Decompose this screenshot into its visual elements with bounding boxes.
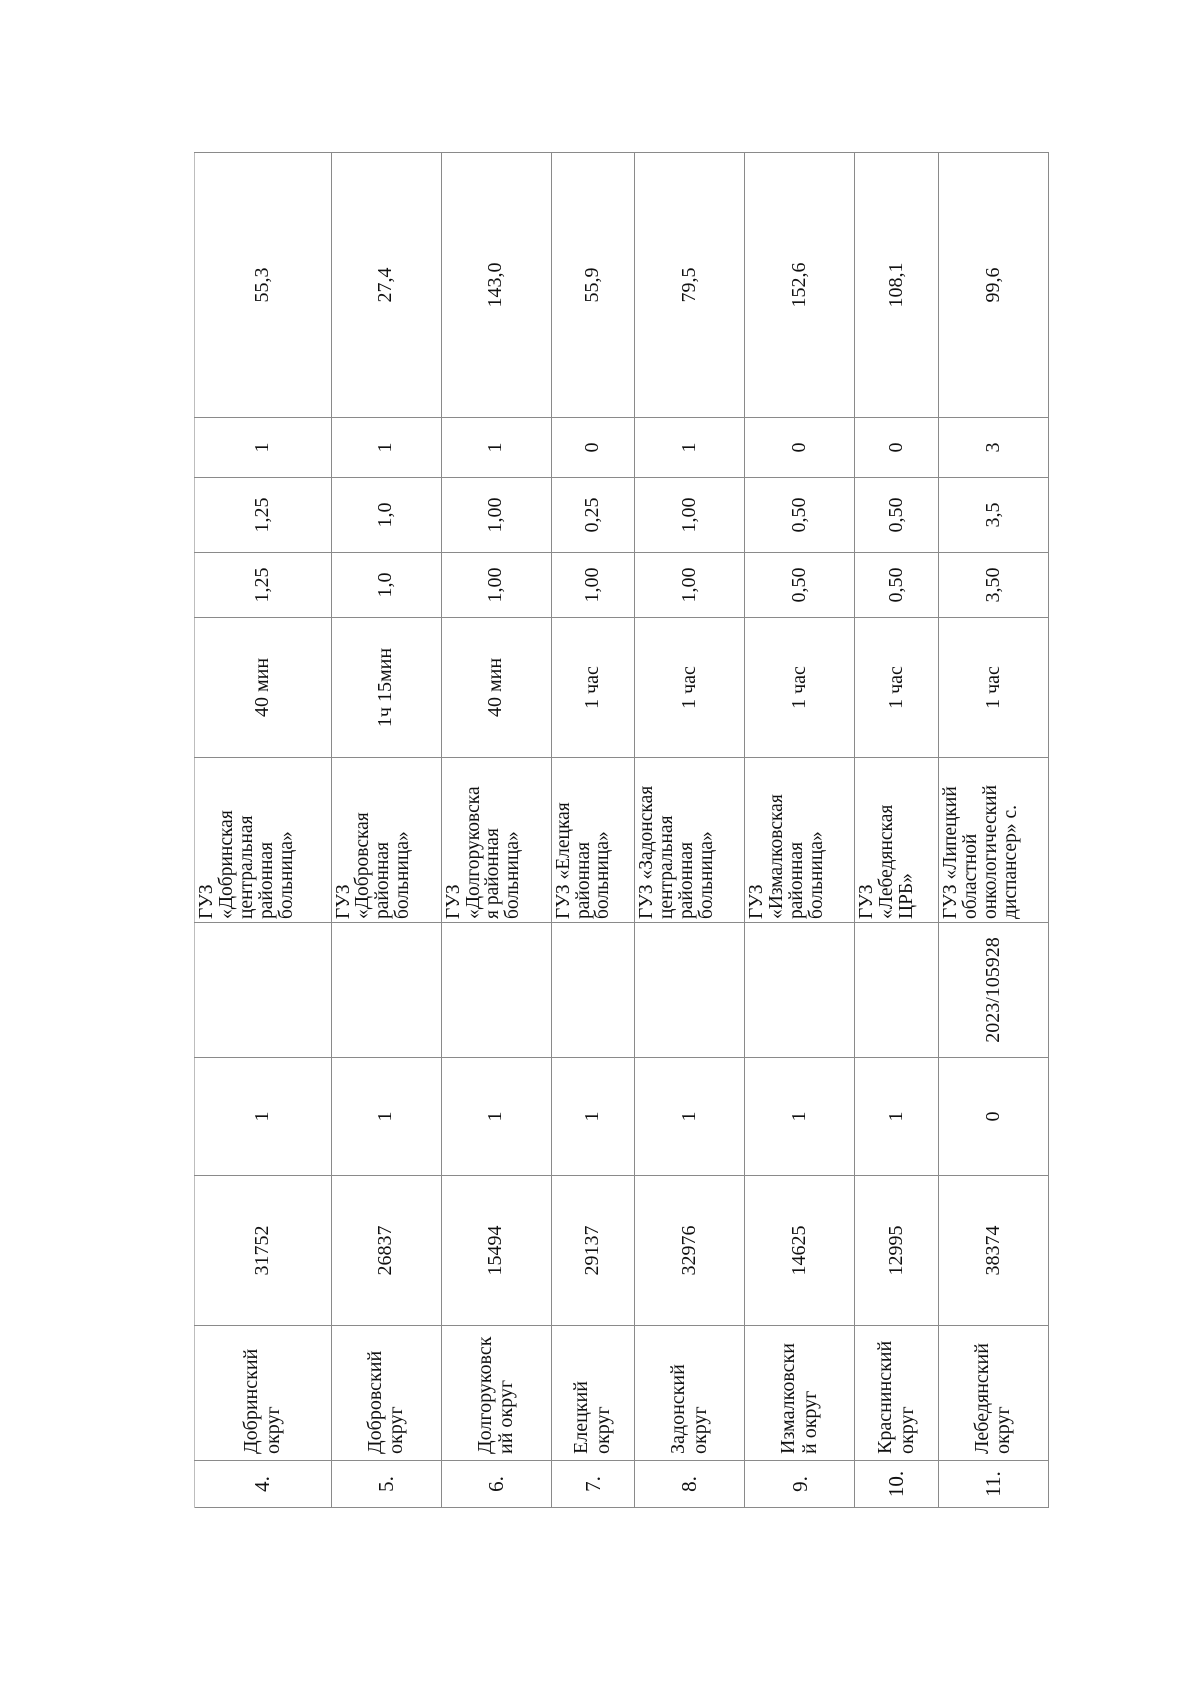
table-row	[331, 153, 441, 1508]
registration-code: 2023/105928	[938, 923, 1048, 1058]
row-number: 5.	[331, 1461, 441, 1508]
row-number: 8.	[635, 1461, 745, 1508]
value-c: 0	[551, 418, 635, 478]
population: 15494	[441, 1176, 551, 1326]
value-c: 1	[195, 418, 332, 478]
flag-value: 1	[745, 1058, 855, 1176]
table-row	[551, 153, 635, 1508]
registration-code	[745, 923, 855, 1058]
value-b: 0,50	[745, 478, 855, 553]
registration-code	[551, 923, 635, 1058]
table-row	[938, 153, 1048, 1508]
row-number: 10.	[855, 1461, 939, 1508]
row-number: 4.	[195, 1461, 332, 1508]
district-name: Задонский округ	[635, 1326, 745, 1461]
hospital-name: ГУЗ «Добровская районная больница»	[331, 758, 441, 923]
value-b: 1,25	[195, 478, 332, 553]
population: 12995	[855, 1176, 939, 1326]
flag-value: 1	[331, 1058, 441, 1176]
value-d: 55,9	[551, 153, 635, 418]
flag-value: 0	[938, 1058, 1048, 1176]
value-d: 108,1	[855, 153, 939, 418]
travel-time: 1 час	[551, 618, 635, 758]
value-a: 0,50	[855, 553, 939, 618]
value-b: 0,50	[855, 478, 939, 553]
hospital-name: ГУЗ «Елецкая районная больница»	[551, 758, 635, 923]
district-name: Измалковски й округ	[745, 1326, 855, 1461]
value-a: 3,50	[938, 553, 1048, 618]
district-name: Добринский округ	[195, 1326, 332, 1461]
row-number: 11.	[938, 1461, 1048, 1508]
travel-time: 40 мин	[195, 618, 332, 758]
hospital-name: ГУЗ «Измалковская районная больница»	[745, 758, 855, 923]
flag-value: 1	[195, 1058, 332, 1176]
value-c: 3	[938, 418, 1048, 478]
value-d: 152,6	[745, 153, 855, 418]
population: 29137	[551, 1176, 635, 1326]
registration-code	[331, 923, 441, 1058]
value-d: 79,5	[635, 153, 745, 418]
table-row	[195, 153, 332, 1508]
row-number: 7.	[551, 1461, 635, 1508]
registration-code	[441, 923, 551, 1058]
hospital-name: ГУЗ «Задонская центральная районная больница»	[635, 758, 745, 923]
value-a: 1,0	[331, 553, 441, 618]
value-a: 1,00	[551, 553, 635, 618]
value-c: 1	[635, 418, 745, 478]
value-b: 1,0	[331, 478, 441, 553]
value-c: 1	[331, 418, 441, 478]
row-number: 6.	[441, 1461, 551, 1508]
registration-code	[855, 923, 939, 1058]
value-d: 55,3	[195, 153, 332, 418]
row-number: 9.	[745, 1461, 855, 1508]
value-a: 0,50	[745, 553, 855, 618]
value-b: 3,5	[938, 478, 1048, 553]
value-d: 99,6	[938, 153, 1048, 418]
flag-value: 1	[551, 1058, 635, 1176]
flag-value: 1	[855, 1058, 939, 1176]
travel-time: 1 час	[938, 618, 1048, 758]
population: 38374	[938, 1176, 1048, 1326]
value-b: 1,00	[441, 478, 551, 553]
hospital-name: ГУЗ «Добринская центральная районная больница»	[195, 758, 332, 923]
value-a: 1,25	[195, 553, 332, 618]
table-row	[855, 153, 939, 1508]
travel-time: 1 час	[745, 618, 855, 758]
value-b: 1,00	[635, 478, 745, 553]
data-table	[194, 152, 1049, 1508]
hospital-name: ГУЗ «Лебедянская ЦРБ»	[855, 758, 939, 923]
travel-time: 1 час	[855, 618, 939, 758]
value-d: 143,0	[441, 153, 551, 418]
population: 26837	[331, 1176, 441, 1326]
value-d: 27,4	[331, 153, 441, 418]
population: 14625	[745, 1176, 855, 1326]
value-c: 0	[745, 418, 855, 478]
table-row	[441, 153, 551, 1508]
district-name: Добровский округ	[331, 1326, 441, 1461]
flag-value: 1	[441, 1058, 551, 1176]
travel-time: 1 час	[635, 618, 745, 758]
population: 32976	[635, 1176, 745, 1326]
district-name: Долгоруковск ий округ	[441, 1326, 551, 1461]
registration-code	[635, 923, 745, 1058]
district-name: Лебедянский округ	[938, 1326, 1048, 1461]
value-c: 0	[855, 418, 939, 478]
population: 31752	[195, 1176, 332, 1326]
rotated-page	[194, 153, 1049, 1508]
table-row	[635, 153, 745, 1508]
district-name: Елецкий округ	[551, 1326, 635, 1461]
registration-code	[195, 923, 332, 1058]
hospital-name: ГУЗ «Долгоруковска я районная больница»	[441, 758, 551, 923]
district-name: Краснинский округ	[855, 1326, 939, 1461]
flag-value: 1	[635, 1058, 745, 1176]
hospital-name: ГУЗ «Липецкий областной онкологический диспансер» с.	[938, 758, 1048, 923]
travel-time: 40 мин	[441, 618, 551, 758]
travel-time: 1ч 15мин	[331, 618, 441, 758]
table-row	[745, 153, 855, 1508]
value-b: 0,25	[551, 478, 635, 553]
value-a: 1,00	[635, 553, 745, 618]
value-c: 1	[441, 418, 551, 478]
value-a: 1,00	[441, 553, 551, 618]
